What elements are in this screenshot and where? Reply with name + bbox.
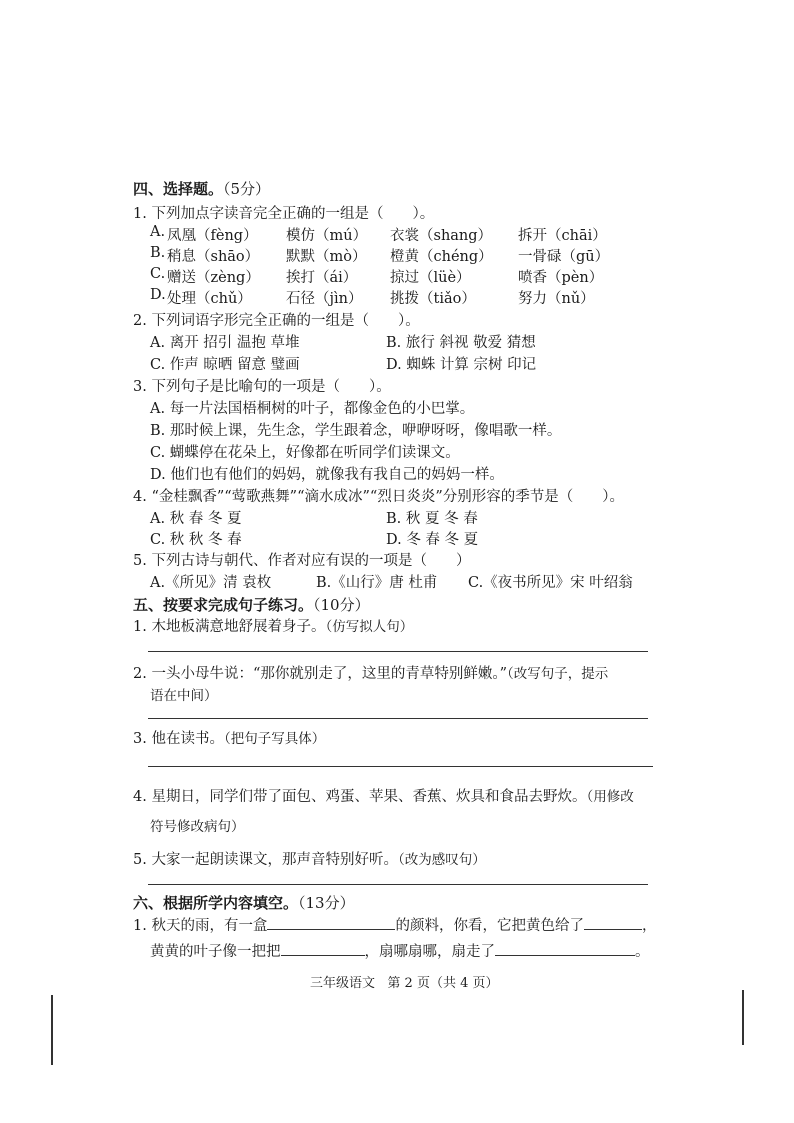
s4-q5-a: A.《所见》清 袁枚 [150, 575, 272, 591]
section5-heading [133, 594, 370, 615]
s4-q1-d4: 努力（nǔ） [518, 291, 595, 307]
s4-q4-c: C. 秋 秋 冬 春 [150, 532, 242, 548]
s6-q1-line1 [133, 914, 656, 935]
s6-q1-p4: 黄黄的叶子像一把把 [150, 944, 281, 960]
s5-q5 [133, 848, 486, 869]
s6-q1-blank-2[interactable] [584, 915, 642, 930]
s4-q1-stem: 1. 下列加点字读音完全正确的一组是（ ）。 [133, 206, 435, 222]
s5-q4 [133, 785, 634, 806]
s6-q1-p1: 1. 秋天的雨，有一盒 [133, 918, 268, 934]
s4-q1-d1: 处理（chǔ） [167, 291, 252, 307]
s5-q3-note: （把句子写具体） [223, 731, 326, 747]
s4-q2-a: A. 离开 招引 温抱 草堆 [150, 335, 300, 351]
s4-q2-c: C. 作声 晾晒 留意 璧画 [150, 357, 300, 373]
s4-q3-d: D. 他们也有他们的妈妈，就像我有我自己的妈妈一样。 [150, 467, 504, 483]
section4-score: （5分） [223, 180, 271, 198]
section4-heading [133, 178, 270, 199]
s4-q1-a1: 凤凰（fèng） [167, 228, 258, 244]
s4-q5-c: C.《夜书所见》宋 叶绍翁 [468, 575, 633, 591]
s6-q1-blank-1[interactable] [267, 915, 395, 930]
s5-q4-text: 4. 星期日，同学们带了面包、鸡蛋、苹果、香蕉、炊具和食品去野炊。 [133, 789, 587, 805]
s4-q1-d2: 石径（jìn） [286, 291, 363, 307]
s5-q5-answer-line[interactable] [148, 884, 648, 885]
s4-q1-c2: 挨打（ái） [286, 270, 358, 286]
s6-q1-blank-4[interactable] [495, 941, 635, 956]
s4-q1-b2: 默默（mò） [286, 249, 367, 265]
s4-q1-option-c-label: C. [150, 266, 166, 282]
s4-q4-d: D. 冬 春 冬 夏 [386, 532, 479, 548]
scan-edge-left [51, 995, 53, 1065]
section6-title: 六、根据所学内容填空。 [133, 894, 299, 912]
s4-q1-option-a-label: A. [150, 224, 166, 240]
s6-q1-p2: 的颜料，你看，它把黄色给了 [395, 918, 584, 934]
section4-title: 四、选择题。 [133, 180, 224, 198]
s4-q1-c3: 掠过（lüè） [390, 270, 471, 286]
s4-q1-b3: 橙黄（chéng） [390, 249, 493, 265]
s5-q1-answer-line[interactable] [148, 651, 648, 652]
s4-q1-b4: 一骨碌（gū） [518, 249, 610, 265]
section6-score: （13分） [298, 894, 355, 912]
s5-q2 [133, 662, 608, 683]
s4-q4-a: A. 秋 春 冬 夏 [150, 511, 242, 527]
s5-q3-text: 3. 他在读书。 [133, 731, 224, 747]
s4-q1-d3: 挑拨（tiǎo） [390, 291, 476, 307]
s5-q5-note: （改为感叹句） [397, 852, 486, 868]
s4-q3-stem: 3. 下列句子是比喻句的一项是（ ）。 [133, 379, 391, 395]
footer-page-number: 第 2 页（共 4 页） [387, 976, 499, 991]
s4-q1-a4: 拆开（chāi） [518, 228, 607, 244]
s4-q1-option-d-label: D. [150, 287, 166, 303]
scan-edge-right [742, 990, 744, 1045]
s5-q1-text: 1. 木地板满意地舒展着身子。 [133, 619, 326, 635]
s4-q1-option-b-label: B. [150, 245, 166, 261]
s5-q1 [133, 615, 413, 636]
s6-q1-line2 [150, 940, 650, 961]
s5-q2-answer-line[interactable] [148, 718, 648, 719]
s4-q2-b: B. 旅行 斜视 敬爱 猜想 [386, 335, 536, 351]
s5-q4-note: （用修改 [586, 789, 634, 805]
s6-q1-p6: 。 [635, 944, 650, 960]
s6-q1-p5: ，扇哪扇哪，扇走了 [364, 944, 495, 960]
s6-q1-p3: ， [641, 918, 657, 934]
s4-q4-b: B. 秋 夏 冬 春 [386, 511, 478, 527]
section5-title: 五、按要求完成句子练习。 [133, 596, 314, 614]
s5-q4-note-cont: 符号修改病句） [150, 819, 245, 835]
s5-q3 [133, 727, 325, 748]
footer-subject: 三年级语文 [310, 976, 376, 991]
s6-q1-blank-3[interactable] [281, 941, 365, 956]
s5-q5-text: 5. 大家一起朗读课文，那声音特别好听。 [133, 852, 398, 868]
s5-q3-answer-line[interactable] [148, 766, 653, 767]
s4-q1-c4: 喷香（pèn） [518, 270, 604, 286]
s4-q5-stem: 5. 下列古诗与朝代、作者对应有误的一项是（ ） [133, 553, 471, 569]
s5-q2-note-cont: 语在中间） [150, 688, 218, 704]
s4-q1-b1: 稍息（shāo） [167, 249, 260, 265]
s4-q3-b: B. 那时候上课，先生念，学生跟着念，咿咿呀呀，像唱歌一样。 [150, 423, 562, 439]
s5-q2-note: （改写句子，提示 [507, 666, 609, 682]
s4-q5-b: B.《山行》唐 杜甫 [316, 575, 438, 591]
s4-q3-c: C. 蝴蝶停在花朵上，好像都在听同学们读课文。 [150, 445, 460, 461]
page-footer [310, 972, 499, 991]
s4-q1-a3: 衣裳（shang） [390, 228, 493, 244]
s4-q2-stem: 2. 下列词语字形完全正确的一组是（ ）。 [133, 313, 420, 329]
s4-q1-c1: 赠送（zèng） [167, 270, 260, 286]
s5-q1-note: （仿写拟人句） [325, 619, 414, 635]
s4-q3-a: A. 每一片法国梧桐树的叶子，都像金色的小巴掌。 [150, 401, 475, 417]
section6-heading [133, 892, 355, 913]
s5-q2-text: 2. 一头小母牛说：“那你就别走了，这里的青草特别鲜嫩。” [133, 666, 508, 682]
s4-q4-stem: 4. “金桂飘香”“莺歌燕舞”“滴水成冰”“烈日炎炎”分别形容的季节是（ ）。 [133, 489, 624, 505]
section5-score: （10分） [313, 596, 370, 614]
s4-q1-a2: 模仿（mú） [286, 228, 368, 244]
s4-q2-d: D. 蜘蛛 计算 宗树 印记 [386, 357, 537, 373]
